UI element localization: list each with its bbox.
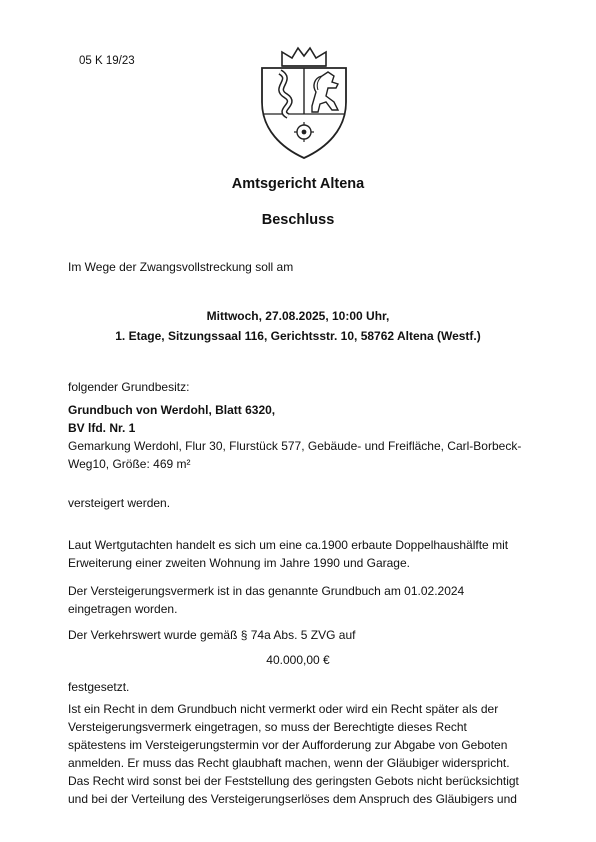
document-title: Beschluss xyxy=(261,212,335,228)
rights-paragraph xyxy=(68,700,530,808)
court-name: Amtsgericht Altena xyxy=(231,176,365,192)
rights-line: Ist ein Recht in dem Grundbuch nicht vermerkt oder wird ein Recht später als der xyxy=(68,702,499,716)
appraisal-paragraph xyxy=(68,536,530,572)
case-number: 05 K 19/23 xyxy=(79,55,135,67)
market-value: 40.000,00 € xyxy=(266,653,330,667)
notice-line2: eingetragen worden. xyxy=(68,602,178,616)
notice-line1: Der Versteigerungsvermerk ist in das genannte Grundbuch am 01.02.2024 xyxy=(68,584,465,598)
rights-line: spätestens im Versteigerungstermin vor der Aufforderung zur Abgabe von Geboten xyxy=(68,738,508,752)
appraisal-line1: Laut Wertgutachten handelt es sich um eine ca.1900 erbaute Doppelhaushälfte mit xyxy=(68,538,509,552)
rights-line: anmelden. Er muss das Recht glaubhaft machen, wenn der Gläubiger widerspricht. xyxy=(68,756,510,770)
property-description xyxy=(68,437,530,473)
property-description-line1: Gemarkung Werdohl, Flur 30, Flurstück 577, Gebäude- und Freifläche, Carl-Borbeck- xyxy=(68,439,522,453)
value-outro: festgesetzt. xyxy=(68,680,130,694)
property-intro: folgender Grundbesitz: xyxy=(68,380,190,394)
rights-line: und bei der Verteilung des Versteigerungserlöses dem Anspruch des Gläubigers und xyxy=(68,792,517,806)
property-description-line2: Weg10, Größe: 469 m² xyxy=(68,457,191,471)
notice-paragraph xyxy=(68,582,530,618)
intro-text: Im Wege der Zwangsvollstreckung soll am xyxy=(68,260,294,274)
appraisal-line2: Erweiterung einer zweiten Wohnung im Jahre 1990 und Garage. xyxy=(68,556,410,570)
rights-line: Versteigerungsvermerk eingetragen, so muss der Berechtigte dieses Recht xyxy=(68,720,467,734)
land-register: Grundbuch von Werdohl, Blatt 6320, xyxy=(68,403,276,417)
rights-line: Das Recht wird sonst bei der Feststellung des geringsten Gebots nicht berücksichtigt xyxy=(68,774,519,788)
property-outro: versteigert werden. xyxy=(68,496,171,510)
coat-of-arms-icon xyxy=(254,44,354,162)
bv-number: BV lfd. Nr. 1 xyxy=(68,421,136,435)
appointment-datetime: Mittwoch, 27.08.2025, 10:00 Uhr, xyxy=(206,309,390,323)
appointment-location: 1. Etage, Sitzungssaal 116, Gerichtsstr. 10, 58762 Altena (Westf.) xyxy=(115,329,481,343)
value-intro: Der Verkehrswert wurde gemäß § 74a Abs. 5 ZVG auf xyxy=(68,628,356,642)
